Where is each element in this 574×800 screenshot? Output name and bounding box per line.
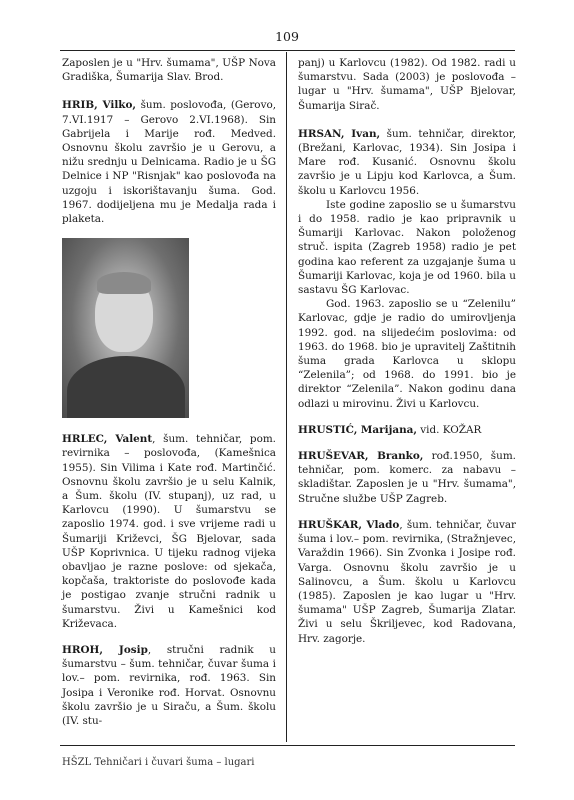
entry-hrlec-valent — [62, 432, 276, 631]
entry-paragraph: God. 1963. zaposlio se u “Zelenilu” Karlovac, gdje je radio do umirovljenja 1992. god. na slijedećim poslovima: od 1963. do 1968. bio je upravitelj Zaštitnih šuma grada Karlovca u sklopu “Zelenila”; od 1968. do 1991. bio je direktor “Zelenila”. Nakon godinu dana odlazi u mirovinu. Živi u Karlovcu. — [298, 298, 516, 410]
entry-name: HRUSTIĆ, Marijana, — [298, 423, 417, 436]
entry-text: , šum. tehničar, pom. revirnika – poslovođa, (Kamešnica 1955). Sin Vilima i Kate rođ. Martinčić. Osnovnu školu završio je u selu Kalnik, a Šum. školu (IV. stupanj), uz rad, u Karlovcu (1990). U šumarstvu se zaposlio 1974. god. i sve vrijeme radi u Šumariji Križevci, ŠG Bjelovar, sada UŠP Koprivnica. U tijeku radnog vijeka obavljao je razne poslove: od sjekača, kopčaša, traktoriste do poslovođe kada je postigao zvanje stručni radnik u šumarstvu. Živi u Kamešnici kod Križevaca. — [62, 433, 276, 630]
entry-text: šum. poslovođa, (Gerovo, 7.VI.1917 – Gerovo 2.VI.1968). Sin Gabrijela i Marije rođ. Medved. Osnovnu školu završio je u Gerovu, a nižu srednju u Delnicama. Radio je u ŠG Delnice i NP "Risnjak" kao poslovođa na uzgoju i iskorištavanju šuma. God. 1967. dodijeljena mu je Medalja rada i plaketa. — [62, 99, 276, 226]
entry-continuation — [62, 56, 276, 84]
entry-text: rođ.1950, šum. tehničar, pom. komerc. za nabavu – skladištar. Zaposlen je u "Hrv. šumama", Stručne službe UŠP Zagreb. — [298, 450, 516, 505]
entry-text: vid. KOŽAR — [417, 423, 482, 436]
entry-name: HRUŠKAR, Vlado — [298, 518, 400, 531]
entry-name: HRSAN, Ivan, — [298, 127, 381, 140]
entry-name: HRLEC, Valent — [62, 433, 153, 446]
entry-name: HRUŠEVAR, Branko, — [298, 450, 424, 463]
entry-hrusevar-branko — [298, 449, 516, 506]
entry-text: šum. tehničar, direktor, (Brežani, Karlovac, 1934). Sin Josipa i Mare rođ. Kusanić. Osnovnu školu završio je u Lipju kod Karlovca, a Šum. školu u Karlovcu 1956. — [298, 127, 517, 197]
right-column — [298, 56, 516, 658]
entry-hroh-josip — [62, 643, 276, 728]
entry-text: , šum. tehničar, čuvar šuma i lov.– pom. revirnika, (Stražnjevec, Varaždin 1966). Sin Zvonka i Josipe rođ. Varga. Osnovnu školu završio je u Salinovcu, a Šum. školu u Karlovcu (1985). Zaposlen je kao lugar u "Hrv. šumama" UŠP Zagreb, Šumarija Zlatar. Živi u selu Škriljevec, kod Radovana, Hrv. zagorje. — [298, 518, 517, 645]
portrait-photo — [62, 238, 189, 418]
entry-name: HROH, Josip — [62, 644, 148, 657]
entry-text: Zaposlen je u "Hrv. šumama", UŠP Nova Gradiška, Šumarija Slav. Brod. — [62, 57, 276, 84]
entry-paragraph — [298, 127, 516, 198]
header-rule — [60, 50, 515, 51]
entry-text: panj) u Karlovcu (1982). Od 1982. radi u šumarstvu. Sada (2003) je poslovođa – lugar u "Hrv. šumama", UŠP Bjelovar, Šumarija Sirač. — [298, 57, 516, 112]
column-divider — [286, 52, 287, 742]
footer-text: HŠZL Tehničari i čuvari šuma – lugari — [62, 757, 255, 768]
left-column — [62, 56, 276, 740]
entry-hruskar-vlado — [298, 518, 516, 646]
entry-text: , stručni radnik u šumarstvu – šum. tehničar, čuvar šuma i lov.– pom. revirnika, rođ. 1963. Sin Josipa i Veronike rođ. Horvat. Osnovnu školu završio je u Siraču, a Šum. školu (IV. stu- — [62, 644, 276, 728]
entry-hrsan-ivan — [298, 127, 516, 411]
entry-continuation — [298, 56, 516, 113]
page-number: 109 — [275, 29, 299, 44]
entry-hrustic-marijana — [298, 423, 516, 437]
entry-paragraph: Iste godine zaposlio se u šumarstvu i do 1958. radio je kao pripravnik u Šumariji Karlovac. Nakon položenog struč. ispita (Zagreb 1958) radio je pet godina kao referent za uzgajanje šuma u Šumariji Karlovac, koja je od 1960. bila u sastavu ŠG Karlovac. — [298, 198, 516, 297]
entry-hrib-vilko — [62, 98, 276, 226]
footer-rule — [60, 745, 515, 746]
entry-name: HRIB, Vilko, — [62, 99, 137, 112]
